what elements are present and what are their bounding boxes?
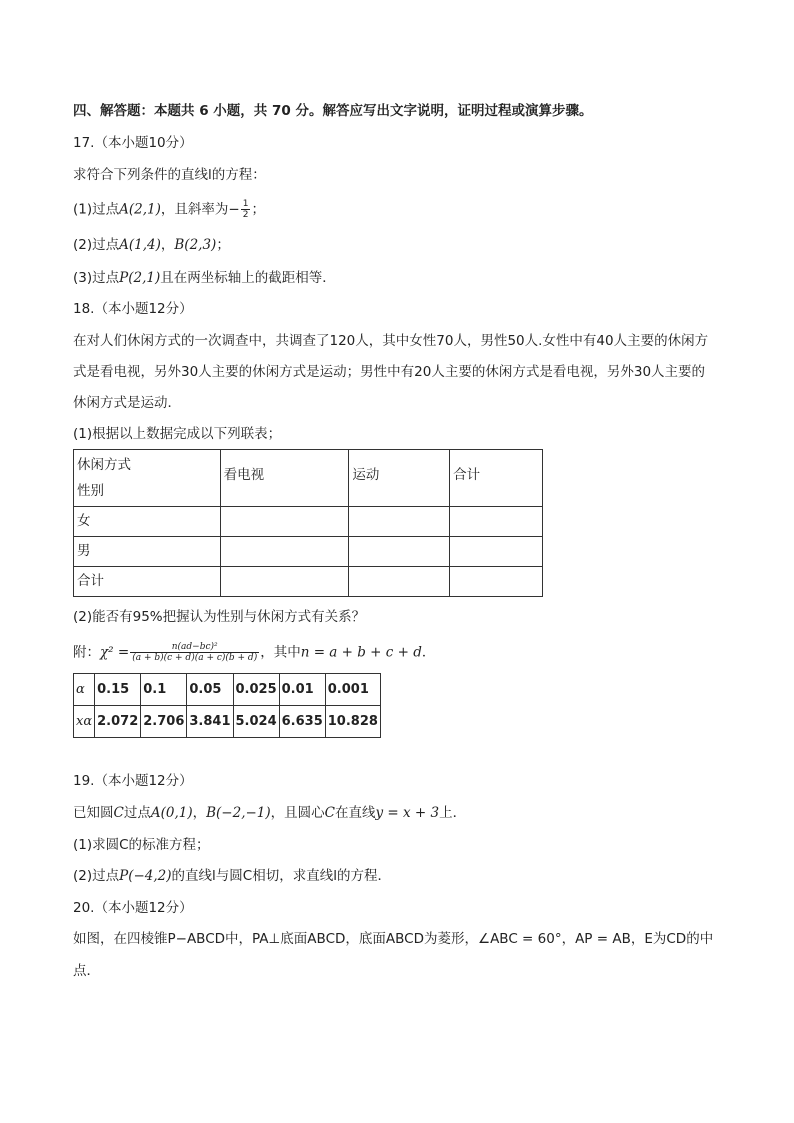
q18-part2: (2)能否有95%把握认为性别与休闲方式有关系？	[73, 609, 366, 625]
q19-prefix: 已知圆	[73, 805, 114, 821]
table-cell	[220, 537, 349, 567]
q17-p3-point: P(2,1)	[119, 270, 161, 286]
table-cell	[450, 537, 543, 567]
q19-part1: (1)求圆C的标准方程；	[73, 837, 210, 853]
q17-p1-sign: −	[228, 201, 240, 218]
q19-end: 上．	[439, 805, 467, 821]
table-cell	[220, 567, 349, 597]
fraction-numerator: n(ad−bc)²	[130, 642, 259, 653]
table-cell	[349, 567, 450, 597]
q18-formula-line	[73, 642, 435, 663]
fraction-numerator: 1	[242, 199, 249, 209]
chi-square-fraction	[130, 642, 259, 663]
q18-para-line3: 休闲方式是运动．	[73, 395, 181, 411]
table-cell: 5.024	[233, 706, 279, 738]
q18-para-line1: 在对人们休闲方式的一次调查中，共调查了120人，其中女性70人，男性50人.女性中有40人主要的休闲方	[73, 333, 709, 349]
corner-bottom-label: 性别	[77, 483, 104, 499]
q17-p2-point-b: B(2,3)	[174, 237, 217, 253]
q18-title: 18.（本小题12分）	[73, 301, 193, 317]
q17-slope-fraction	[241, 199, 251, 220]
q17-p1-point: A(2,1)	[119, 201, 161, 218]
q19-p2-prefix: (2)过点	[73, 868, 120, 884]
q18-part1: (1)根据以上数据完成以下列联表；	[73, 426, 282, 442]
q19-point-a: A(0,1)	[150, 805, 193, 821]
formula-end: ．	[421, 644, 436, 661]
formula-mid: ，其中	[260, 644, 301, 661]
q19-circle-c: C	[113, 805, 124, 821]
q19-p2-point: P(−4,2)	[119, 868, 172, 884]
table-row-label: 合计	[74, 567, 221, 597]
fraction-denominator: (a + b)(c + d)(a + c)(b + d)	[132, 653, 258, 663]
fraction-denominator: 2	[242, 210, 249, 220]
q20-title: 20.（本小题12分）	[73, 900, 193, 916]
q17-p2-prefix: (2)过点	[73, 237, 120, 253]
q17-p3-end: 且在两坐标轴上的截距相等．	[160, 270, 336, 286]
q19-title: 19.（本小题12分）	[73, 773, 193, 789]
table-row	[74, 537, 543, 567]
table-row	[74, 706, 381, 738]
table-cell: 0.1	[141, 674, 187, 706]
section-heading: 四、解答题：本题共 6 小题，共 70 分。解答应写出文字说明，证明过程或演算步骤。	[73, 103, 593, 119]
table-cell: 10.828	[325, 706, 380, 738]
table-row-label: 男	[74, 537, 221, 567]
table-cell	[450, 507, 543, 537]
q19-sep: ，	[192, 805, 207, 821]
q17-title: 17.（本小题10分）	[73, 135, 193, 151]
table-cell: 0.05	[187, 674, 233, 706]
alpha-label: α	[74, 674, 95, 706]
table-cell: 6.635	[279, 706, 325, 738]
table-row-label: 女	[74, 507, 221, 537]
table-cell: 2.072	[95, 706, 141, 738]
critical-value-table	[73, 673, 381, 738]
table-cell	[220, 507, 349, 537]
formula-lhs: χ² =	[100, 644, 130, 661]
table-row	[74, 507, 543, 537]
q19-point-b: B(−2,−1)	[206, 805, 271, 821]
q19-statement	[73, 803, 466, 823]
table-header: 运动	[349, 450, 450, 507]
q19-line-equation: y = x + 3	[375, 805, 440, 821]
q19-mid2: ，且圆心	[270, 805, 325, 821]
table-cell: 0.15	[95, 674, 141, 706]
table-row	[74, 674, 381, 706]
x-alpha-label: xα	[74, 706, 95, 738]
q19-center-c: C	[324, 805, 335, 821]
q17-p1-mid: ，且斜率为	[160, 201, 229, 218]
table-cell: 0.01	[279, 674, 325, 706]
table-cell	[349, 507, 450, 537]
table-cell	[349, 537, 450, 567]
q18-para-line2: 式是看电视，另外30人主要的休闲方式是运动；男性中有20人主要的休闲方式是看电视，另外30人主要的	[73, 364, 706, 380]
corner-top-label: 休闲方式	[77, 457, 131, 473]
table-row	[74, 567, 543, 597]
table-corner-cell	[74, 450, 221, 507]
q17-p3-prefix: (3)过点	[73, 270, 120, 286]
q17-p1-end: ；	[251, 201, 265, 218]
table-cell: 2.706	[141, 706, 187, 738]
q17-part1	[73, 199, 265, 220]
contingency-table	[73, 449, 543, 597]
q19-part2	[73, 866, 391, 886]
formula-n: n = a + b + c + d	[300, 644, 422, 661]
q17-p1-prefix: (1)过点	[73, 201, 120, 218]
q20-line1: 如图，在四棱锥P−ABCD中，PA⊥底面ABCD，底面ABCD为菱形，∠ABC = 60°，AP = AB，E为CD的中	[73, 931, 714, 947]
q19-mid3: 在直线	[335, 805, 376, 821]
q19-p2-end: 的直线l与圆C相切，求直线l的方程．	[171, 868, 391, 884]
table-cell: 3.841	[187, 706, 233, 738]
q17-p2-end: ；	[216, 237, 230, 253]
appendix-prefix: 附：	[73, 644, 100, 661]
table-cell	[450, 567, 543, 597]
q17-p2-sep: ，	[160, 237, 175, 253]
table-cell: 0.025	[233, 674, 279, 706]
q17-part3	[73, 268, 336, 288]
q17-prompt: 求符合下列条件的直线l的方程：	[73, 167, 266, 183]
table-cell: 0.001	[325, 674, 380, 706]
table-header: 合计	[450, 450, 543, 507]
q17-p2-point-a: A(1,4)	[119, 237, 161, 253]
q17-part2	[73, 235, 230, 255]
q19-mid1: 过点	[123, 805, 151, 821]
table-row	[74, 450, 543, 507]
q20-line2: 点．	[73, 963, 100, 979]
table-header: 看电视	[220, 450, 349, 507]
